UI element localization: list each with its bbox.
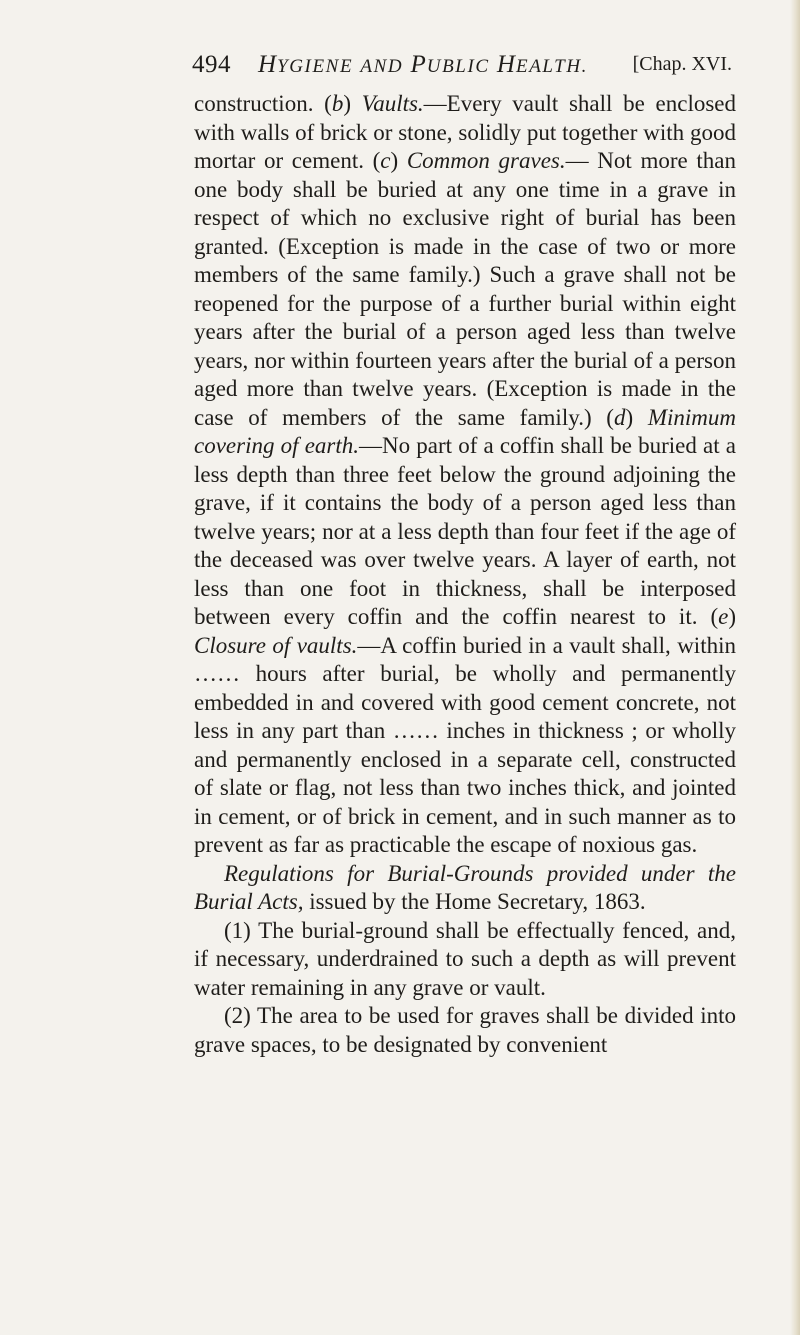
text-run: —No part of a coffin shall be buried at a less depth than three feet below the ground adjoining the grave, if it contains the body of a person aged less than twelve years; nor at a less depth than four feet if the age of the deceased was over twelve years. A layer of earth, not less than one foot in thickness, shall be interposed between every coffin and the coffin nearest to it. ( — [194, 433, 736, 629]
running-title-ealth: EALTH. — [515, 56, 589, 77]
page-edge-shadow — [790, 0, 800, 1335]
text-run: ) — [343, 91, 362, 116]
body-text — [194, 90, 736, 1059]
clause-letter: d — [613, 404, 626, 430]
text-run: ) — [625, 404, 648, 430]
running-title-and: AND — [360, 56, 404, 77]
running-title-h: H — [258, 51, 278, 78]
clause-heading-closure-of-vaults: Closure of vaults. — [194, 632, 358, 658]
clause-heading-minimum-covering: Minimum covering of earth. — [194, 404, 737, 458]
page-number: 494 — [192, 51, 231, 78]
list-item-1: (1) The burial-ground shall be effectually fenced, and, if necessary, underdrained to such a depth as will prevent water remaining in any grave or vault. — [194, 917, 736, 1000]
clause-letter: c — [380, 148, 391, 173]
running-title-ublic: UBLIC — [426, 56, 490, 77]
text-run: issued by the Home Secretary, 1863. — [303, 889, 646, 914]
text-run: —Every vault shall be enclosed with walls of brick or stone, solidly put together with good mortar or cement. ( — [194, 91, 736, 173]
running-title — [258, 51, 588, 79]
running-title-p: P — [410, 51, 427, 78]
text-run: construction. ( — [194, 91, 332, 116]
paragraph-regulations-text — [194, 90, 736, 860]
section-heading-regulations: Regulations for Burial-Grounds provided under the Burial Acts, — [194, 860, 736, 914]
text-run: —A coffin buried in a vault shall, within …… hours after burial, be wholly and permanently embedded in and covered with good cement concrete, not less in any part than …… inches in thickness ; or wholly and permanently enclosed in a separate cell, constructed of slate or flag, not less than two inches thick, and jointed in cement, or of brick in cement, and in such manner as to prevent as far as practicable the escape of noxious gas. — [194, 632, 736, 857]
text-run: — Not more than one body shall be buried at any one time in a grave in respect of which no exclusive right of burial has been granted. (Exception is made in the case of two or more members of the same family.) Such a grave shall not be reopened for the purpose of a further burial within eight years after the burial of a person aged less than twelve years, nor within fourteen years after the burial of a person aged more than twelve years. (Exception is made in the case of members of the same family.) ( — [194, 148, 736, 430]
running-header — [192, 51, 732, 83]
text-run: ) — [390, 148, 407, 173]
clause-letter: b — [331, 91, 344, 116]
list-item-2: (2) The area to be used for graves shall be divided into grave spaces, to be designated by convenient — [194, 1003, 736, 1057]
clause-heading-common-graves: Common graves. — [406, 148, 566, 173]
clause-heading-vaults: Vaults. — [361, 91, 424, 116]
paragraph-regulations-heading — [194, 860, 736, 917]
text-run: ) — [728, 604, 736, 629]
running-title-ygiene: YGIENE — [277, 56, 354, 77]
running-title-h2: H — [496, 51, 516, 78]
chapter-reference: [Chap. XVI. — [632, 53, 732, 75]
clause-letter: e — [718, 604, 729, 629]
